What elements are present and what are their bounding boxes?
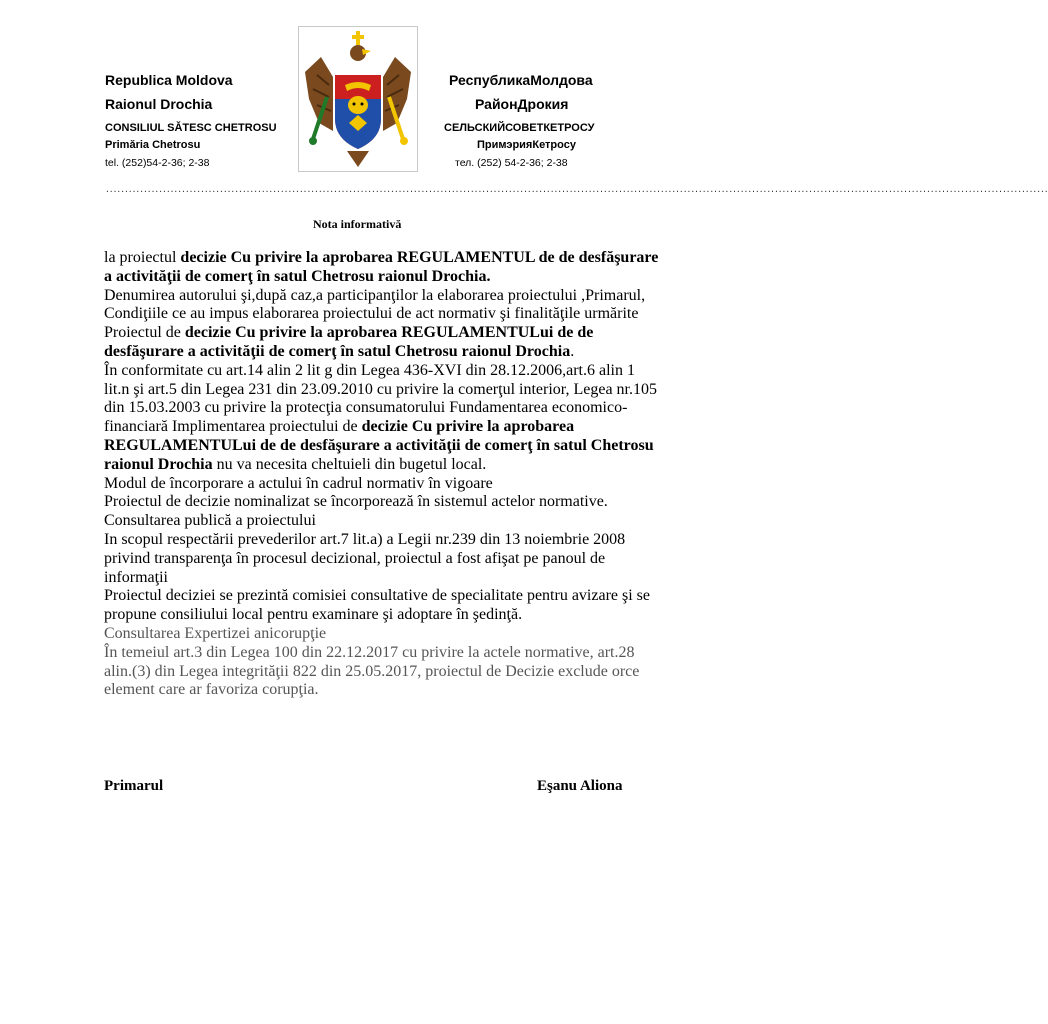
header-right-phone: тел. (252) 54-2-36; 2-38	[455, 157, 568, 169]
header-right-country: РеспубликаМолдова	[449, 72, 593, 88]
coat-of-arms-icon	[298, 26, 418, 172]
header-left-country: Republica Moldova	[105, 72, 233, 88]
paragraph-commission: Proiectul deciziei se prezintă comisiei consultative de specialitate pentru avizare şi se propune consiliului local pentru examinare şi adoptare în şedinţă.	[104, 587, 650, 624]
paragraph-transparency: In scopul respectării prevederilor art.7 lit.a) a Legii nr.239 din 13 noiembrie 2008 privind transparenţa în procesul decizional, proiectul a fost afişat pe panoul de informaţii	[104, 530, 626, 586]
header-right-office: ПримэрияКетросу	[477, 139, 576, 151]
signature-name: Eşanu Aliona	[537, 778, 623, 794]
header-left-office: Primăria Chetrosu	[105, 139, 201, 151]
document-title: Nota informativă	[313, 217, 402, 231]
paragraph-incorporation: Proiectul de decizie nominalizat se încorporează în sistemul actelor normative.	[104, 493, 608, 511]
document-body	[104, 249, 664, 700]
paragraph-anticorruption-heading: Consultarea Expertizei anicorupţie	[104, 624, 327, 642]
header-left-phone: tel. (252)54-2-36; 2-38	[105, 157, 210, 169]
signature-role: Primarul	[104, 778, 164, 794]
header-right-district: РайонДрокия	[475, 96, 569, 112]
paragraph-legal-basis: În conformitate cu art.14 alin 2 lit g din Legea 436-XVI din 28.12.2006,art.6 alin 1 lit.n şi art.5 din Legea 231 din 23.09.2010 cu privire la comerţul interior, Legea nr.105 din 15.03.2003 cu privire la protecţia consumatorului Fundamentarea economico-financiară Implimentarea proiectului de decizie Cu privire la aprobarea REGULAMENTULui de de desfăşurare a activităţii de comerţ în satul Chetrosu raionul Drochia nu va necesita cheltuieli din bugetul local.	[104, 361, 657, 473]
header-right-council: СЕЛЬСКИЙСОВЕТКЕТРОСУ	[444, 122, 595, 134]
paragraph-project: Proiectul de decizie Cu privire la aprobarea REGULAMENTULui de de desfăşurare a activităţii de comerţ în satul Chetrosu raionul Drochia.	[104, 324, 594, 360]
header-separator: ........................................................................................................................................................................................................................................................	[105, 186, 1048, 195]
paragraph-anticorruption: În temeiul art.3 din Legea 100 din 22.12.2017 cu privire la actele normative, art.28 alin.(3) din Legea integrităţii 822 din 25.05.2017, proiectul de Decizie exclude orce element care ar favoriza corupţia.	[104, 643, 640, 699]
paragraph-incorporation-heading: Modul de încorporare a actului în cadrul normativ în vigoare	[104, 474, 493, 492]
header-left-council: CONSILIUL SĂTESC CHETROSU	[105, 122, 277, 134]
paragraph-subject: la proiectul decizie Cu privire la aprobarea REGULAMENTUL de de desfăşurare a activităţii de comerţ în satul Chetrosu raionul Drochia.	[104, 249, 659, 285]
paragraph-author: Denumirea autorului şi,după caz,a participanţilor la elaborarea proiectului ,Primarul,	[104, 286, 646, 304]
paragraph-consultation-heading: Consultarea publică a proiectului	[104, 512, 316, 530]
header-left-district: Raionul Drochia	[105, 96, 213, 112]
paragraph-conditions: Condiţiile ce au impus elaborarea proiectului de act normativ şi finalităţile urmărite	[104, 305, 639, 323]
